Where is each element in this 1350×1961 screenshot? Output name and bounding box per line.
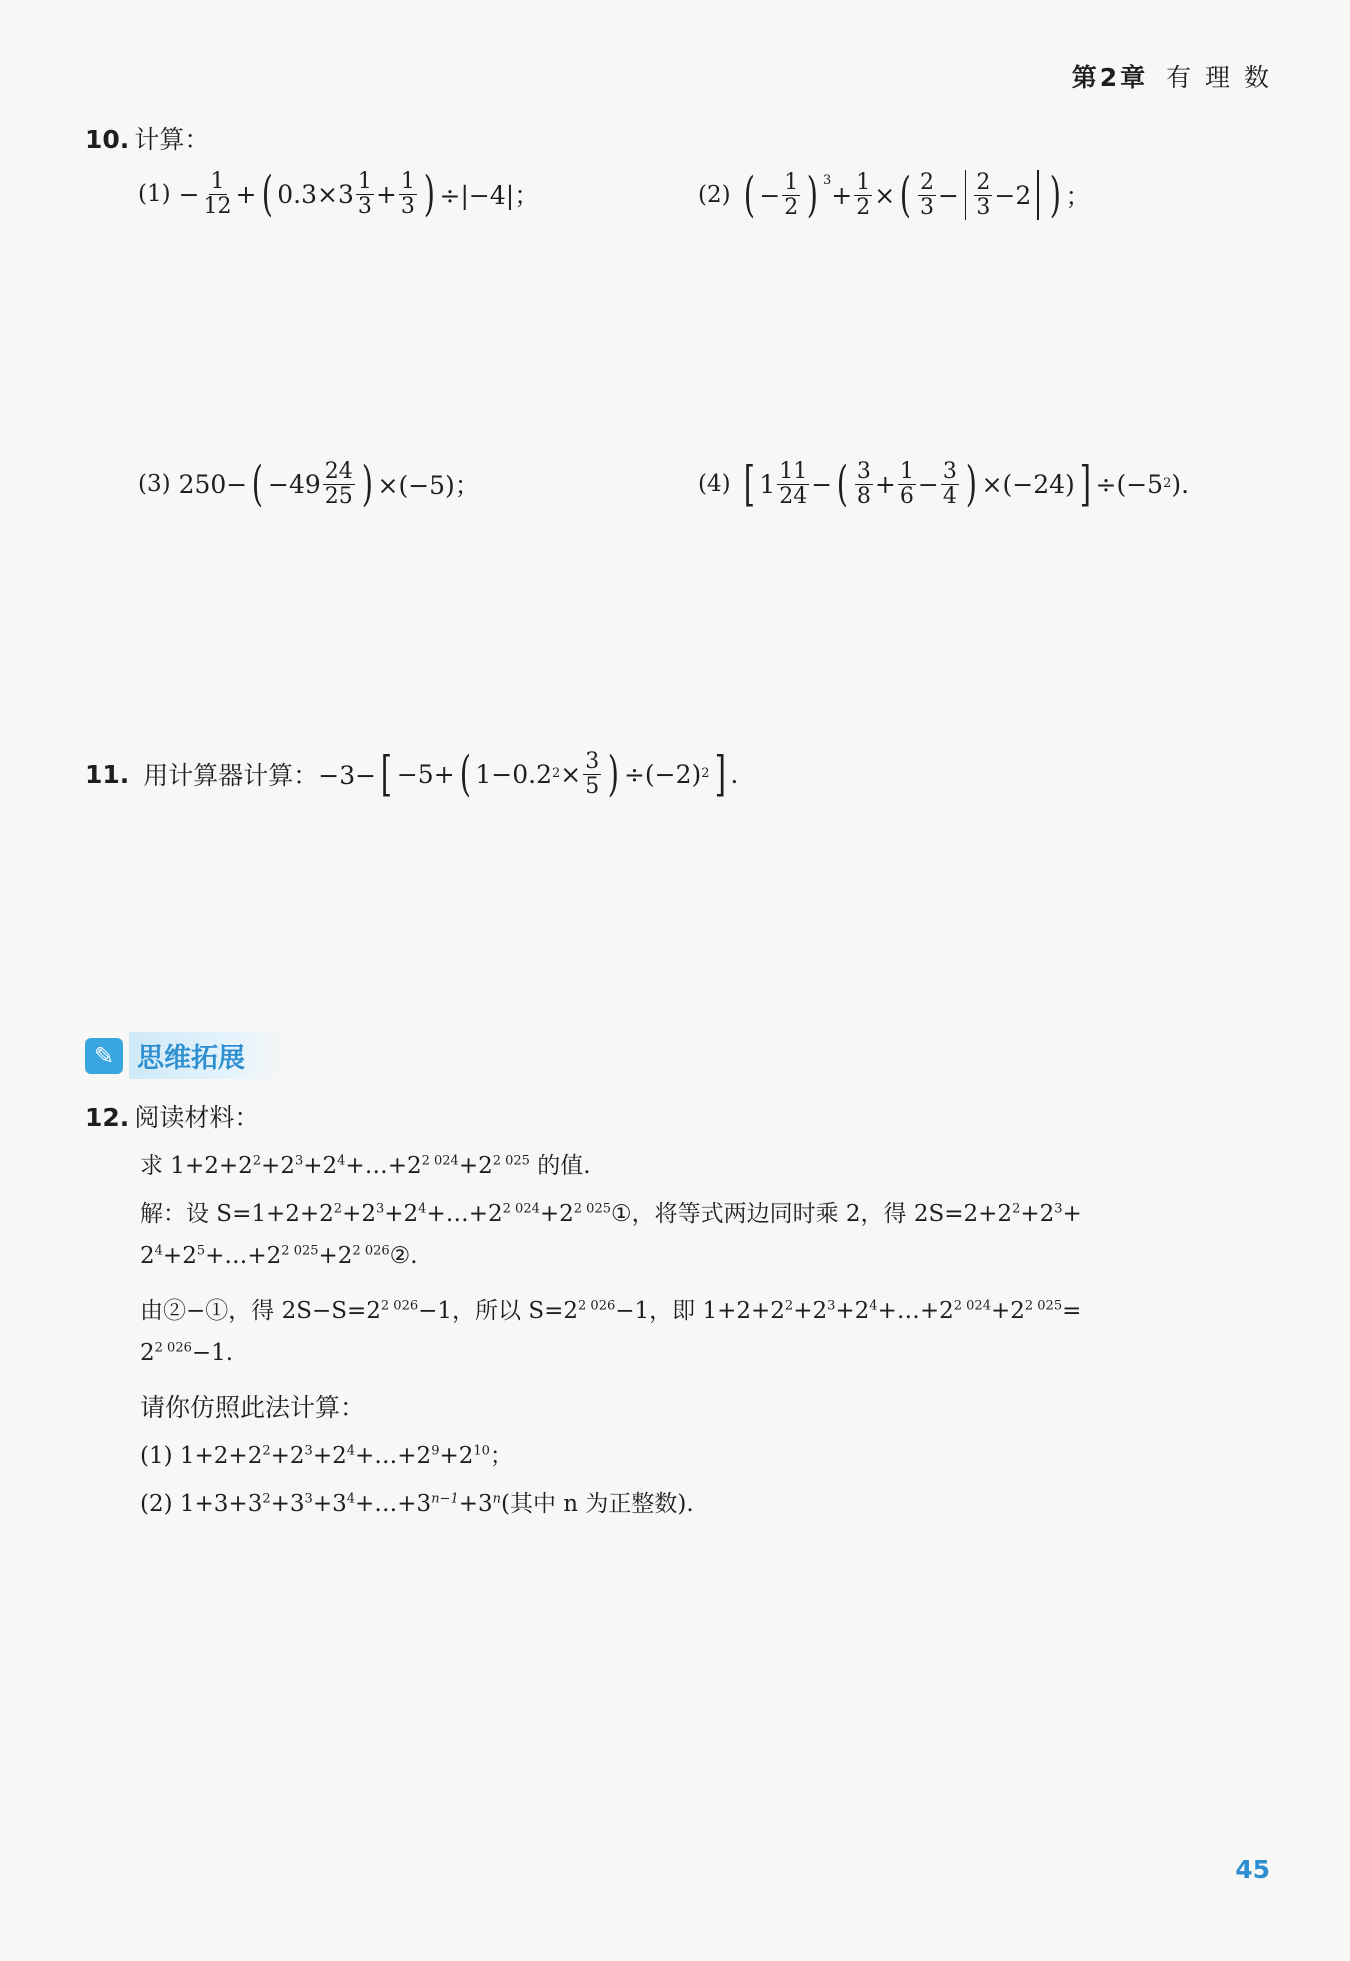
numerator: 1 (899, 459, 914, 485)
paren-open: ( (261, 166, 273, 222)
text: 求 1+2+2 (140, 1153, 253, 1179)
question-10-heading (85, 120, 209, 156)
q10-part-4: (4) [ 1 $\frac{11}{24}$ − ( $\frac{3}{8}$ + $\frac{1}{6}$ − $\frac{3}{4}$ ) ×(−24) ] ÷(−5 2 ). (698, 456, 1190, 512)
text: +…+2 (345, 1153, 422, 1179)
abs-bar (1037, 170, 1039, 220)
exponent: 5 (196, 1243, 206, 1259)
expr-text: + (375, 179, 397, 209)
exponent: 2 (333, 1201, 343, 1217)
numerator: 2 (919, 170, 934, 196)
denominator: 4 (942, 483, 957, 509)
chapter-title: 有 理 数 (1166, 63, 1272, 92)
pencil-note-icon: ✎ (85, 1038, 123, 1074)
exponent: 2 026 (578, 1298, 616, 1314)
exponent: 3 (375, 1201, 385, 1217)
expr-text: − (917, 469, 939, 499)
fraction (898, 460, 916, 507)
text: ①，将等式两边同时乘 2，得 2S=2+2 (610, 1201, 1013, 1227)
bracket-open: [ (743, 456, 755, 512)
exponent: 2 026 (380, 1298, 419, 1314)
fraction (583, 750, 601, 797)
text: 2 (140, 1340, 155, 1366)
question-number: 11. (85, 759, 130, 789)
q10-part-3 (138, 456, 480, 512)
exponent: 3 (304, 1491, 313, 1507)
expr-text: 1 (759, 469, 776, 499)
text: +2 (1020, 1201, 1055, 1227)
expr-text: −49 (268, 469, 321, 499)
numerator: 1 (210, 169, 225, 195)
exponent: 2 (252, 1153, 262, 1169)
paren-close: ) (807, 167, 819, 223)
text: 的值. (529, 1153, 591, 1179)
expr-text: + (831, 180, 853, 210)
text: +2 (312, 1443, 347, 1469)
exponent: 4 (154, 1243, 163, 1259)
text: +…+2 (205, 1243, 282, 1269)
fraction (356, 170, 374, 217)
expr-text: ). (1171, 469, 1190, 499)
text: +…+3 (355, 1491, 432, 1517)
expr-text: × (874, 180, 896, 210)
expr-text: ×(−24) (981, 469, 1075, 499)
expr-text: × (560, 759, 582, 789)
expr-text: − (178, 179, 200, 209)
text: +3 (458, 1491, 493, 1517)
exponent: 3 (827, 1298, 836, 1314)
exponent: 4 (346, 1443, 355, 1459)
q12-line-2 (140, 1195, 1082, 1228)
expr-text: ÷(−2) (623, 759, 702, 789)
text: +…+2 (355, 1443, 432, 1469)
expr-text: −5+ (396, 759, 455, 789)
expr-text: 250− (178, 469, 248, 499)
fraction (918, 171, 936, 218)
text: +2 (303, 1153, 338, 1179)
paren-close: ) (423, 166, 435, 222)
abs-bar (965, 170, 967, 220)
text: +…+2 (426, 1201, 503, 1227)
text: +3 (312, 1491, 347, 1517)
denominator: 3 (919, 194, 934, 220)
exponent: 2 025 (281, 1243, 319, 1259)
expr-text: ÷|−4|； (439, 181, 540, 210)
text: (1) 1+2+2 (140, 1443, 263, 1469)
denominator: 8 (856, 483, 871, 509)
text: + (1062, 1201, 1082, 1227)
exponent: 9 (431, 1443, 440, 1459)
denominator: 5 (585, 773, 600, 799)
fraction (323, 460, 355, 507)
exponent: 2 025 (1024, 1298, 1063, 1314)
q12-line-3 (140, 1243, 418, 1269)
q10-part-1 (138, 166, 540, 222)
denominator: 3 (976, 194, 991, 220)
q12-line-6: 请你仿照此法计算： (140, 1393, 366, 1422)
numerator: 2 (976, 170, 991, 196)
paren-close: ) (361, 456, 373, 512)
paren-open: ( (836, 456, 849, 512)
text: +2 (793, 1298, 828, 1324)
fraction (202, 170, 234, 217)
text: 2 (140, 1243, 155, 1269)
exponent: 10 (473, 1443, 490, 1459)
paren-open: ( (899, 167, 912, 223)
numerator: 11 (779, 459, 808, 485)
exponent: n (492, 1491, 502, 1507)
expr-text: ×(−5)； (377, 471, 480, 500)
numerator: 3 (585, 749, 600, 775)
text: +2 (162, 1243, 197, 1269)
question-title: 计算： (134, 125, 210, 154)
numerator: 3 (942, 459, 957, 485)
numerator: 1 (856, 170, 871, 196)
text: +2 (835, 1298, 870, 1324)
part-label: (2) (698, 182, 731, 208)
q10-part-2: (2) ( − $\frac{1}{2}$ ) $^3$ + $\frac{1}{2}$ × ( $\frac{2}{3}$ − $\frac{2}{3}$ −2 ) ； (698, 167, 1091, 223)
bracket-close: ] (714, 746, 726, 802)
text: 解：设 S=1+2+2 (140, 1201, 334, 1227)
paren-open: ( (252, 456, 264, 512)
part-label: (3) (138, 471, 171, 497)
text: +2 (539, 1201, 574, 1227)
exponent: 2 (262, 1443, 271, 1459)
exponent: 2 024 (502, 1201, 540, 1217)
text: ②. (389, 1243, 418, 1269)
fraction (777, 460, 809, 507)
expr-text: + (235, 179, 257, 209)
fraction (854, 171, 872, 218)
text: 由②−①，得 2S−S=2 (140, 1298, 381, 1324)
expr-text: 1−0.2 (475, 759, 553, 789)
expr-text: − (759, 180, 781, 210)
fraction (399, 170, 417, 217)
expr-text: 0.3×3 (277, 179, 354, 209)
exponent: 4 (337, 1153, 346, 1169)
expr-text: − (811, 469, 833, 499)
chapter-header (1072, 58, 1272, 94)
exponent: 2 (1012, 1201, 1021, 1217)
exponent: 4 (346, 1491, 355, 1507)
text: +2 (458, 1153, 493, 1179)
expr-text: 用计算器计算：−3− (143, 761, 377, 790)
exponent: 3 (304, 1443, 313, 1459)
chapter-number: 第2章 (1071, 63, 1149, 92)
paren-close: ) (1049, 167, 1061, 223)
expr-text: −2 (994, 180, 1032, 210)
bracket-close: ] (1079, 456, 1091, 512)
text: +2 (318, 1243, 353, 1269)
denominator: 12 (203, 193, 232, 219)
text: = (1062, 1298, 1082, 1324)
q12-line-4 (140, 1292, 1081, 1325)
denominator: 2 (856, 194, 871, 220)
text: +2 (342, 1201, 376, 1227)
exponent: 2 024 (421, 1153, 459, 1169)
q12-line-7 (140, 1437, 513, 1470)
section-title: 思维拓展 (129, 1032, 285, 1079)
paren-open: ( (743, 167, 755, 223)
expr-text: − (937, 180, 959, 210)
paren-open: ( (459, 746, 471, 802)
text: (2) 1+3+3 (140, 1491, 263, 1517)
exponent: 3 (294, 1153, 304, 1169)
page-number: 45 (1235, 1855, 1270, 1884)
question-number: 10. (85, 125, 130, 154)
expr-text: . (730, 759, 739, 789)
text: +3 (270, 1491, 305, 1517)
expr-text: ； (1065, 182, 1091, 211)
part-label: (1) (138, 181, 171, 207)
numerator: 1 (357, 169, 372, 195)
denominator: 25 (324, 483, 353, 509)
numerator: 1 (784, 170, 799, 196)
text: +2 (384, 1201, 419, 1227)
question-number: 12. (85, 1103, 130, 1132)
bracket-open: [ (380, 746, 393, 802)
fraction (855, 460, 873, 507)
text: +2 (270, 1443, 305, 1469)
paren-close: ) (965, 456, 977, 512)
q12-line-5 (140, 1340, 233, 1366)
expr-text: ÷(−5 (1095, 469, 1164, 499)
text: (其中 n 为正整数). (501, 1491, 694, 1517)
q12-line-8 (140, 1485, 694, 1518)
question-title: 阅读材料： (134, 1103, 260, 1132)
text: +2 (990, 1298, 1025, 1324)
question-11: 11. 用计算器计算：−3− [ −5+ ( 1−0.2 2 × $\frac{3}{5}$ ) ÷(−2) 2 ] . (85, 746, 739, 802)
exponent: n−1 (431, 1491, 459, 1507)
denominator: 24 (779, 483, 808, 509)
denominator: 3 (357, 193, 372, 219)
text: −1，即 1+2+2 (615, 1298, 785, 1324)
text: +…+2 (877, 1298, 954, 1324)
exponent: 2 025 (492, 1153, 530, 1169)
denominator: 3 (400, 193, 415, 219)
exponent: 2 (262, 1491, 271, 1507)
text: +2 (261, 1153, 295, 1179)
fraction (974, 171, 992, 218)
q12-line-1 (140, 1147, 591, 1180)
question-12-heading (85, 1098, 259, 1134)
part-label: (4) (698, 471, 731, 497)
exponent: 4 (869, 1298, 878, 1314)
text: −1. (191, 1340, 234, 1366)
text: ； (489, 1443, 513, 1469)
expr-text: + (874, 469, 896, 499)
exponent: 3 (1054, 1201, 1063, 1217)
denominator: 6 (899, 483, 914, 509)
text: −1，所以 S=2 (418, 1298, 579, 1324)
exponent: 2 (784, 1298, 794, 1314)
numerator: 1 (400, 169, 415, 195)
text: +2 (439, 1443, 474, 1469)
exponent: 4 (418, 1201, 427, 1217)
denominator: 2 (784, 194, 799, 220)
numerator: 24 (324, 459, 353, 485)
section-banner (85, 1032, 285, 1079)
exponent: 2 026 (154, 1340, 192, 1356)
fraction (941, 460, 959, 507)
exponent: 2 024 (953, 1298, 991, 1314)
fraction (782, 171, 800, 218)
exponent: 2 025 (573, 1201, 611, 1217)
numerator: 3 (856, 459, 871, 485)
paren-close: ) (607, 746, 620, 802)
exponent: 2 026 (352, 1243, 390, 1259)
